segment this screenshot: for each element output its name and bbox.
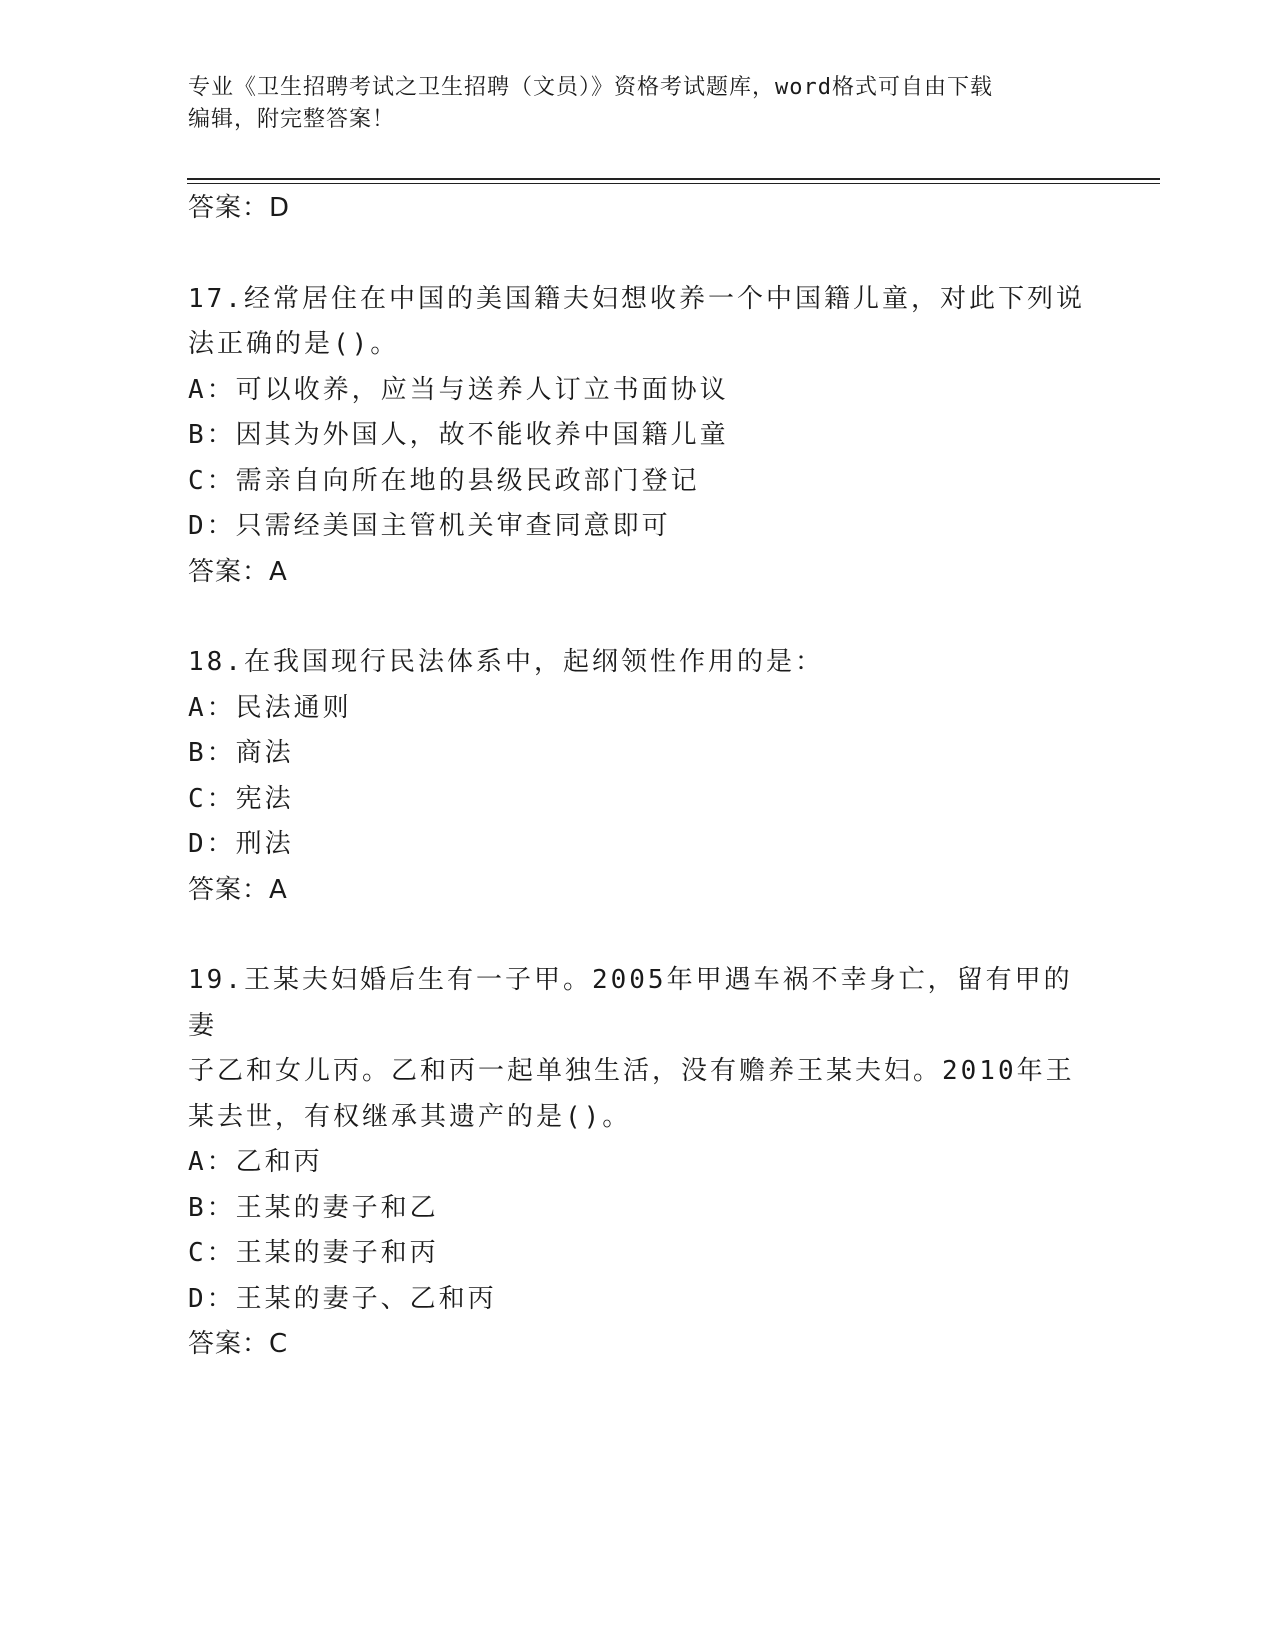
- option-a: A：乙和丙: [188, 1147, 323, 1177]
- header-line-2: 编辑，附完整答案！: [188, 107, 396, 132]
- question-text-line: 法正确的是()。: [188, 329, 400, 359]
- answer: 答案：A: [188, 556, 288, 587]
- answer: 答案：C: [188, 1329, 289, 1359]
- question-18: [188, 640, 1088, 913]
- option-d: D：只需经美国主管机关审查同意即可: [188, 511, 671, 541]
- option-d: D：刑法: [188, 829, 294, 859]
- question-list: [188, 186, 1088, 1368]
- header-divider-thin: [187, 183, 1160, 184]
- question-19: [188, 958, 1088, 1368]
- question-text-line: 子乙和女儿丙。乙和丙一起单独生活，没有赡养王某夫妇。2010年王: [188, 1056, 1075, 1086]
- option-d: D：王某的妻子、乙和丙: [188, 1283, 497, 1314]
- spacer: [188, 232, 1088, 277]
- option-a: A：可以收养，应当与送养人订立书面协议: [188, 374, 729, 405]
- question-17: [188, 277, 1088, 596]
- question-text-line: 某去世，有权继承其遗产的是()。: [188, 1101, 632, 1132]
- document-header: [188, 72, 1068, 136]
- spacer: [188, 595, 1088, 640]
- header-line-1: 专业《卫生招聘考试之卫生招聘（文员）》资格考试题库，word格式可自由下载: [188, 75, 993, 100]
- option-b: B：王某的妻子和乙: [188, 1192, 439, 1223]
- spacer: [188, 913, 1088, 958]
- option-c: C：需亲自向所在地的县级民政部门登记: [188, 465, 700, 496]
- option-b: B：商法: [188, 738, 294, 768]
- question-text-line: 19.王某夫妇婚后生有一子甲。2005年甲遇车祸不幸身亡，留有甲的妻: [188, 965, 1073, 1041]
- previous-answer: 答案：D: [188, 193, 291, 223]
- question-text-line: 17.经常居住在中国的美国籍夫妇想收养一个中国籍儿童，对此下列说: [188, 283, 1085, 314]
- answer: 答案：A: [188, 874, 288, 905]
- option-c: C：宪法: [188, 783, 294, 814]
- option-b: B：因其为外国人，故不能收养中国籍儿童: [188, 420, 729, 450]
- option-a: A：民法通则: [188, 692, 352, 723]
- question-text-line: 18.在我国现行民法体系中，起纲领性作用的是：: [188, 647, 824, 677]
- header-divider-thick: [187, 178, 1160, 180]
- option-c: C：王某的妻子和丙: [188, 1238, 439, 1268]
